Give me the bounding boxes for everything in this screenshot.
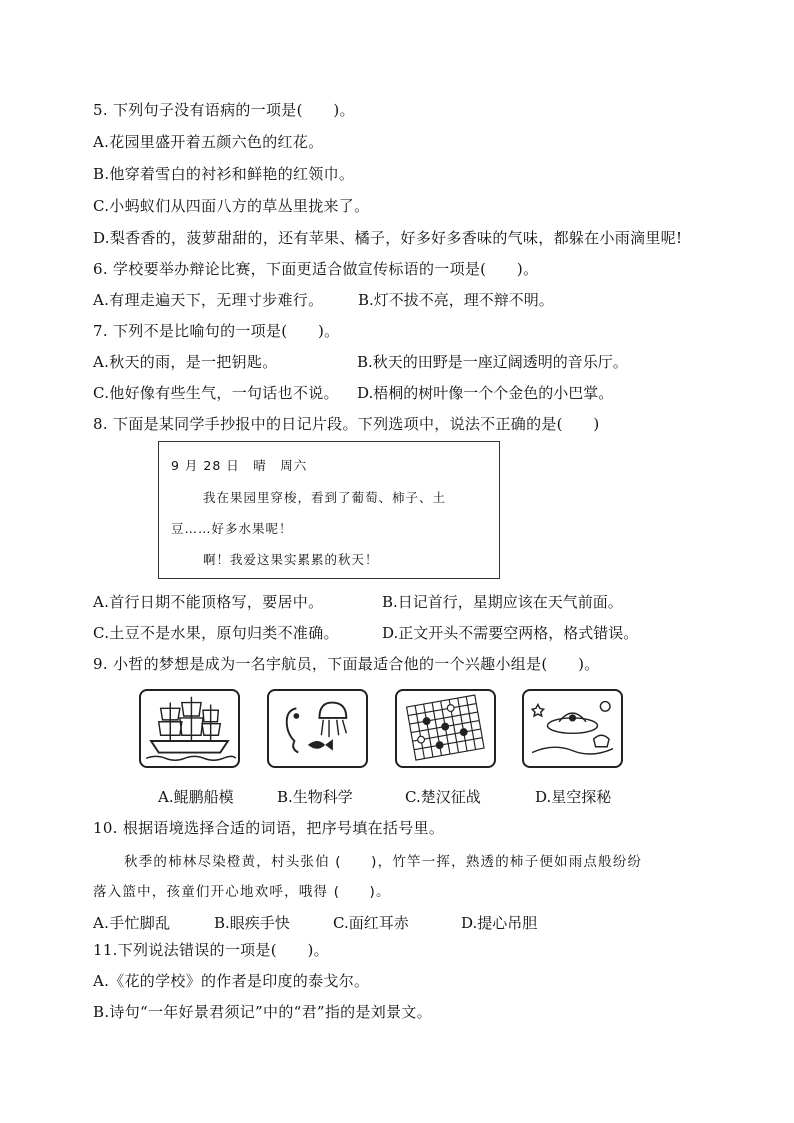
q10-stem: 10. 根据语境选择合适的词语，把序号填在括号里。 [93, 819, 445, 837]
diary-line-2: 豆……好多水果呢！ [171, 521, 293, 536]
q9-caption-b: B.生物科学 [277, 788, 353, 806]
q7-option-b: B.秋天的田野是一座辽阔透明的音乐厅。 [357, 353, 628, 371]
q11-option-b: B.诗句“一年好景君须记”中的“君”指的是刘景文。 [93, 1003, 432, 1021]
diary-date-line: 9 月 28 日 晴 周六 [171, 458, 308, 473]
q8-option-a: A.首行日期不能顶格写，要居中。 [93, 593, 324, 611]
q8-option-d: D.正文开头不需要空两格，格式错误。 [382, 624, 639, 642]
q10-option-a: A.手忙脚乱 [93, 914, 171, 932]
q8-option-c: C.土豆不是水果，原句归类不准确。 [93, 624, 339, 642]
q9-caption-d: D.星空探秘 [535, 788, 612, 806]
q6-option-b: B.灯不拔不亮，理不辩不明。 [358, 291, 554, 309]
q10-option-d: D.提心吊胆 [461, 914, 538, 932]
q6-option-a: A.有理走遍天下，无理寸步难行。 [93, 291, 324, 309]
q7-option-a: A.秋天的雨，是一把钥匙。 [93, 353, 278, 371]
q11-option-a: A.《花的学校》的作者是印度的泰戈尔。 [93, 972, 370, 990]
q10-context-line-1: 秋季的柿林尽染橙黄，村头张伯 ( )，竹竿一挥，熟透的柿子便如雨点般纷纷 [124, 854, 643, 870]
q5-option-d: D.梨香香的，菠萝甜甜的，还有苹果、橘子，好多好多香味的气味，都躲在小雨滴里呢! [93, 229, 683, 247]
diary-line-3: 啊！我爱这果实累累的秋天！ [203, 552, 379, 567]
q11-stem: 11.下列说法错误的一项是( )。 [93, 941, 329, 959]
q5-option-a: A.花园里盛开着五颜六色的红花。 [93, 133, 324, 151]
q7-option-c: C.他好像有些生气，一句话也不说。 [93, 384, 339, 402]
chess-board-picture [395, 689, 496, 768]
q10-option-b: B.眼疾手快 [214, 914, 290, 932]
sailing-ship-picture [139, 689, 240, 768]
q9-caption-c: C.楚汉征战 [405, 788, 481, 806]
sea-creatures-picture [267, 689, 368, 768]
diary-excerpt-box [158, 441, 500, 579]
q8-option-b: B.日记首行，星期应该在天气前面。 [382, 593, 623, 611]
q6-stem: 6. 学校要举办辩论比赛，下面更适合做宣传标语的一项是( )。 [93, 260, 539, 278]
q9-caption-a: A.鲲鹏船模 [158, 788, 234, 806]
q8-stem: 8. 下面是某同学手抄报中的日记片段。下列选项中，说法不正确的是( ) [93, 415, 600, 433]
q10-context-line-2: 落入篮中，孩童们开心地欢呼，哦得 ( )。 [93, 884, 391, 900]
q7-option-d: D.梧桐的树叶像一个个金色的小巴掌。 [357, 384, 614, 402]
q5-option-b: B.他穿着雪白的衬衫和鲜艳的红领巾。 [93, 165, 355, 183]
q5-option-c: C.小蚂蚁们从四面八方的草丛里拢来了。 [93, 197, 370, 215]
q9-stem: 9. 小哲的梦想是成为一名宇航员，下面最适合他的一个兴趣小组是( )。 [93, 655, 600, 673]
diary-line-1: 我在果园里穿梭，看到了葡萄、柿子、土 [203, 490, 447, 505]
space-scene-picture [522, 689, 623, 768]
q10-option-c: C.面红耳赤 [333, 914, 409, 932]
q5-stem: 5. 下列句子没有语病的一项是( )。 [93, 101, 355, 119]
q7-stem: 7. 下列不是比喻句的一项是( )。 [93, 322, 340, 340]
